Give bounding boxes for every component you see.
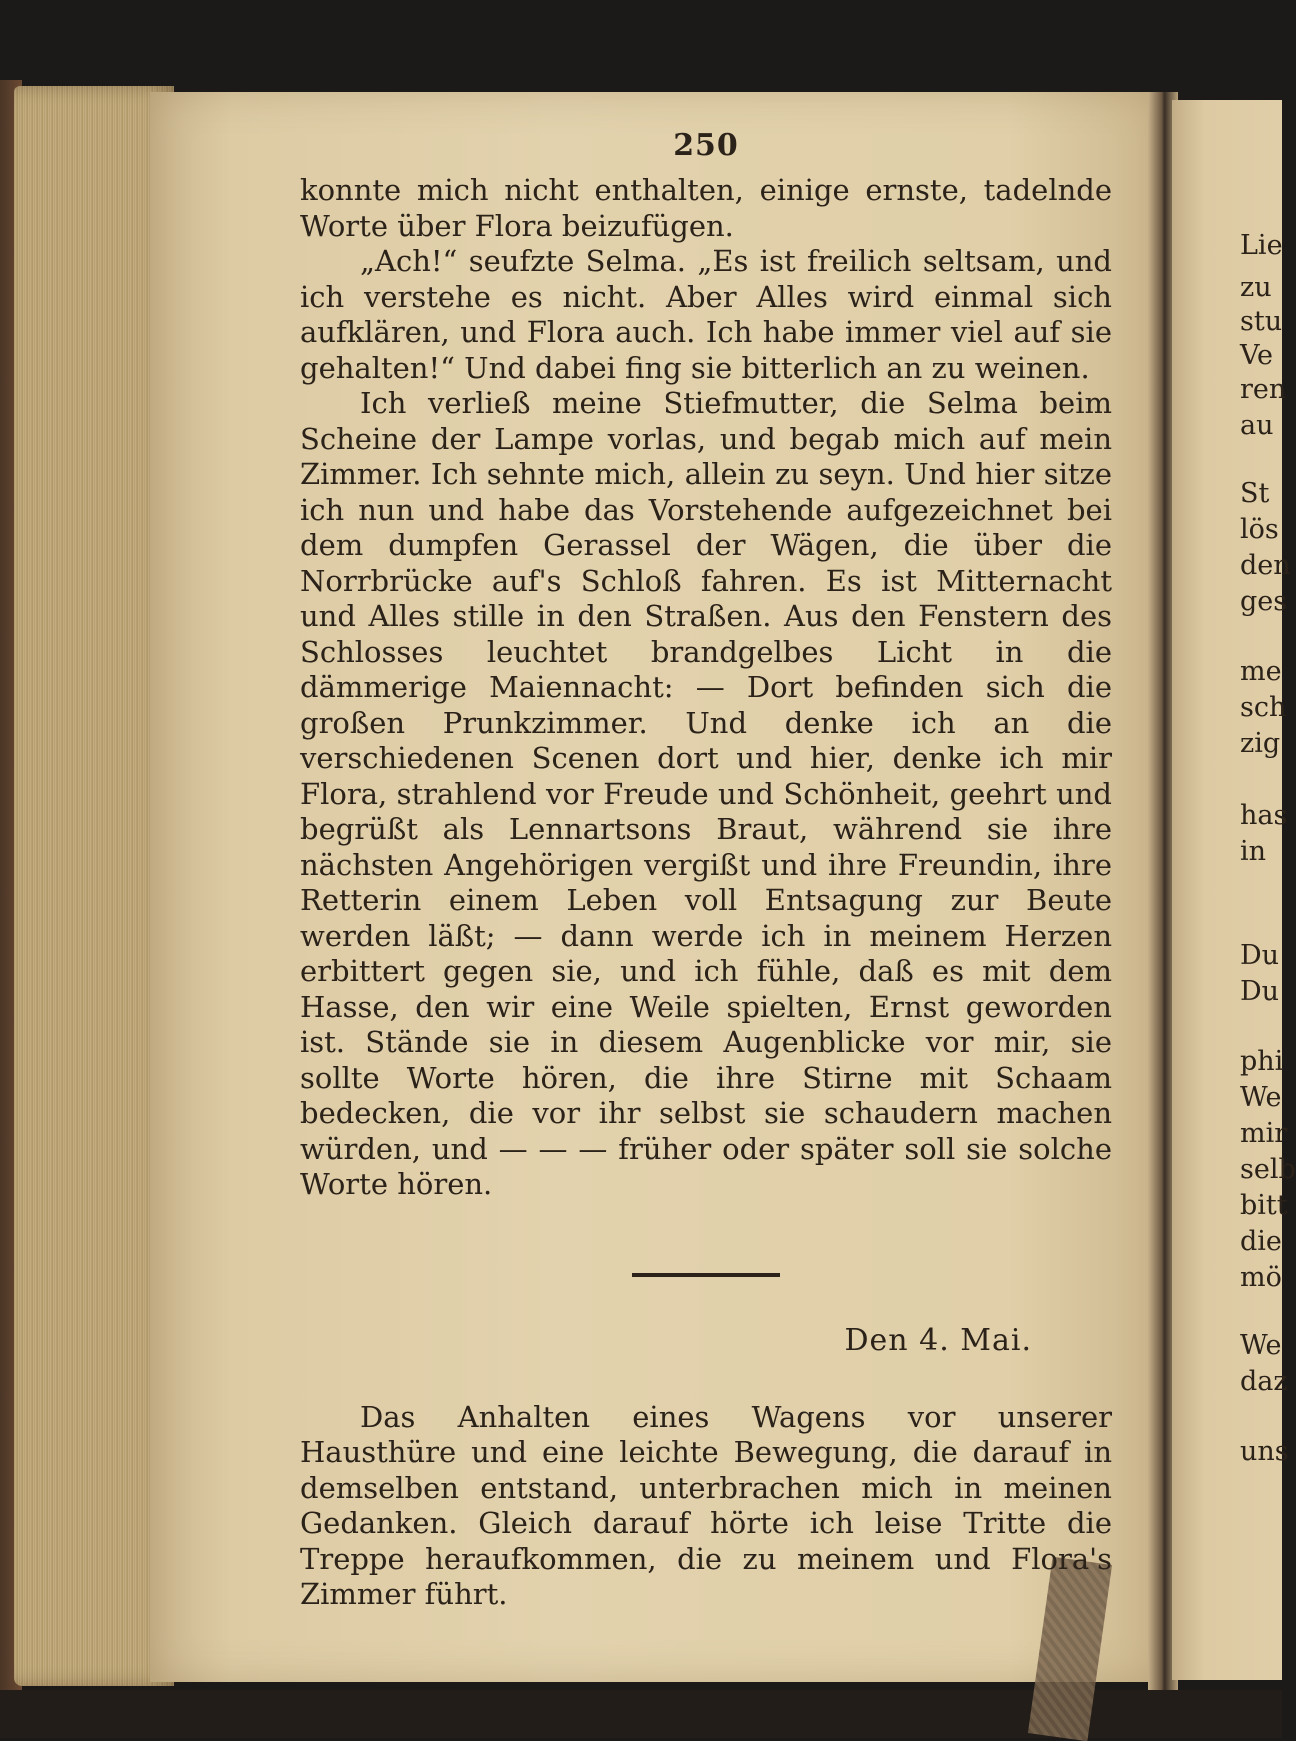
next-page-fragment: Ve — [1240, 340, 1273, 371]
next-page-fragment: in — [1240, 836, 1267, 867]
next-page-fragment: We — [1240, 1330, 1282, 1361]
next-page-fragment: ren — [1240, 374, 1287, 405]
date-heading: Den 4. Mai. — [844, 1322, 1032, 1358]
next-page-fragment: lös — [1240, 514, 1279, 545]
paragraph-2: „Ach!“ seufzte Selma. „Es ist freilich seltsam, und ich verstehe es nicht. Aber Alles wird einmal sich aufklären, und Flora auch. Ich habe immer viel auf sie gehalten!“ Und dabei fing sie bitterlich an zu weinen. — [300, 244, 1112, 385]
page-number: 250 — [673, 128, 739, 163]
paragraph-4: Das Anhalten eines Wagens vor unserer Hausthüre und eine leichte Bewegung, die darauf in demselben entstand, unterbrachen mich in meinen Gedanken. Gleich darauf hörte ich leise Tritte die Treppe heraufkommen, die zu meinem und Flora's Zimmer führt. — [300, 1399, 1112, 1611]
next-page-fragment: den — [1240, 550, 1291, 581]
next-page-fragment: mö — [1240, 1262, 1282, 1293]
next-page-fragment: uns — [1240, 1436, 1289, 1467]
next-page-fragment: zig — [1240, 728, 1281, 759]
next-page-fragment: bitt — [1240, 1190, 1288, 1221]
next-page-fragment: St — [1240, 478, 1270, 509]
next-page-fragment: Du — [1240, 976, 1280, 1007]
paragraph-3: Ich verließ meine Stiefmutter, die Selma beim Scheine der Lampe vorlas, und begab mich auf mein Zimmer. Ich sehnte mich, allein zu seyn. Und hier sitze ich nun und habe das Vorstehende aufgezeichnet bei dem dumpfen Gerassel der Wägen, die über die Norrbrücke auf's Schloß fahren. Es ist Mitternacht und Alles stille in den Straßen. Aus den Fenstern des Schlosses leuchtet brandgelbes Licht in die dämmerige Maiennacht: — Dort befinden sich die großen Prunkzimmer. Und denke ich an die verschiedenen Scenen dort und hier, denke ich mir Flora, strahlend vor Freude und Schönheit, geehrt und begrüßt als Lennartsons Braut, während sie ihre nächsten Angehörigen vergißt und ihre Freundin, ihre Retterin einem Leben voll Entsagung zur Beute werden läßt; — dann werde ich in meinem Herzen erbittert gegen sie, und ich fühle, daß es mit dem Hasse, den wir eine Weile spielten, Ernst geworden ist. Stände sie in diesem Augenblicke vor mir, sie sollte Worte hören, die ihre Stirne mit Schaam bedecken, die vor ihr selbst sie schaudern machen würden, und — — — früher oder später soll sie solche Worte hören. — [300, 386, 1112, 1201]
next-page-fragment: mir — [1240, 1118, 1288, 1149]
next-page-fragment: We — [1240, 1082, 1282, 1113]
section-divider — [632, 1273, 780, 1277]
next-page-fragment: has — [1240, 800, 1288, 831]
next-page-fragment: phi — [1240, 1046, 1284, 1077]
next-page-fragment: stu — [1240, 306, 1283, 337]
next-page-fragment: me — [1240, 656, 1282, 687]
next-page-fragment: zu — [1240, 272, 1272, 303]
next-page-fragment: sch — [1240, 692, 1287, 723]
paragraph-1: konnte mich nicht enthalten, einige ernste, tadelnde Worte über Flora beizufügen. — [300, 173, 1112, 243]
next-page-fragment: daz — [1240, 1366, 1288, 1397]
next-page-fragment: die — [1240, 1226, 1282, 1257]
next-page-fragment: Du — [1240, 940, 1280, 971]
next-page-fragment: au — [1240, 410, 1274, 441]
next-page-fragment: ges — [1240, 586, 1288, 617]
page-text — [300, 128, 1112, 1613]
next-page-fragment: Lie — [1240, 230, 1283, 261]
next-page-fragment: selb — [1240, 1154, 1296, 1185]
